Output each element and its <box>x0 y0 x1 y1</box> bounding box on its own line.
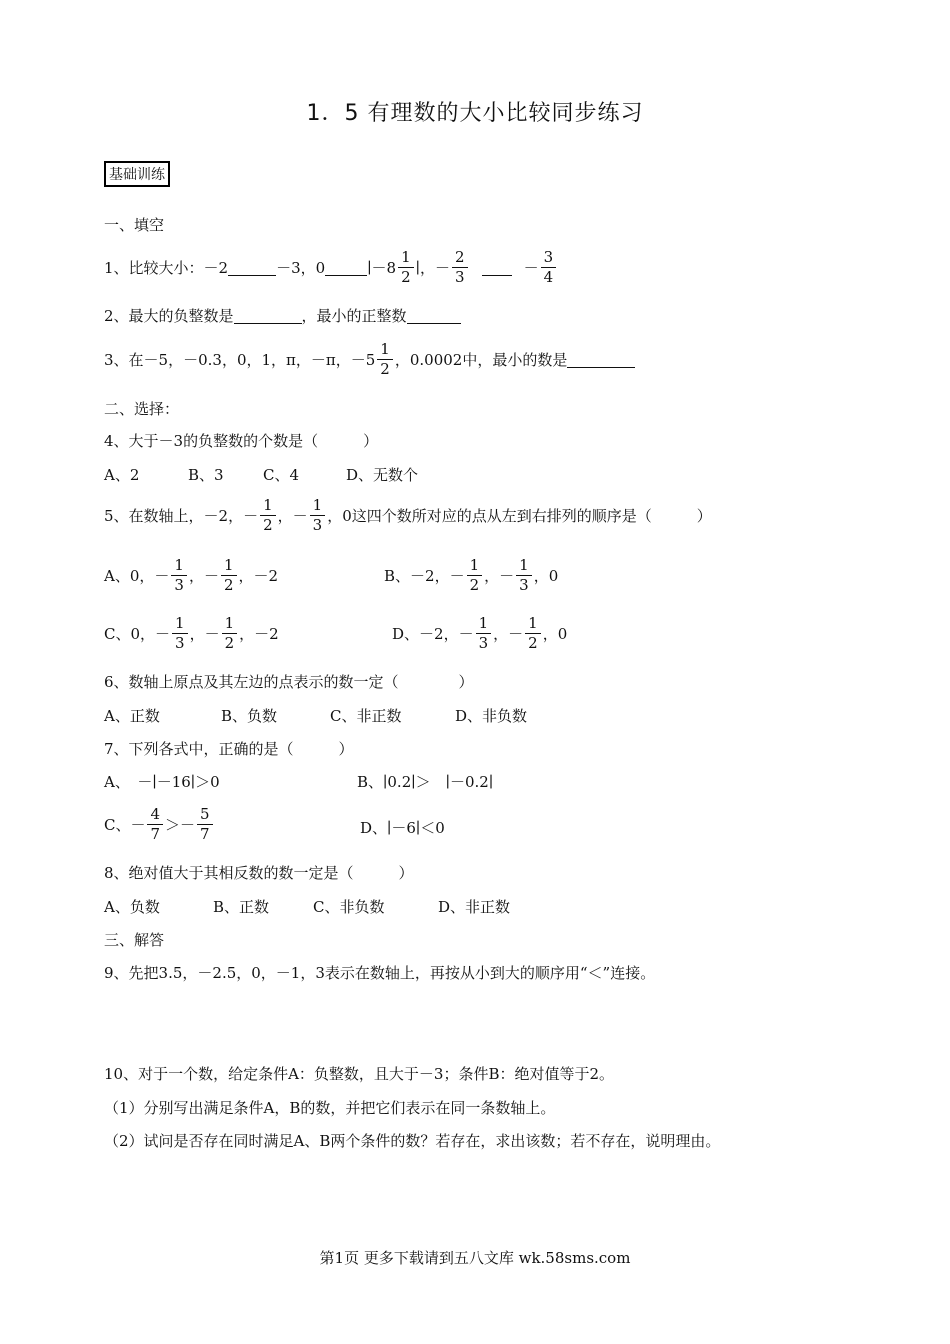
question-9: 9、先把3.5，－2.5，0，－1，3表示在数轴上，再按从小到大的顺序用“＜”连接。 <box>104 964 656 982</box>
option-text: B、－2，－ <box>384 567 465 585</box>
option-text: ，0 <box>533 567 559 585</box>
fraction: $\frac{1}{2}$ <box>377 340 393 379</box>
q5-text-a: 5、在数轴上，－2，－ <box>104 507 259 525</box>
fraction: $\frac{1}{2}$ <box>221 556 237 595</box>
section-badge: 基础训练 <box>104 161 170 187</box>
question-8: 8、绝对值大于其相反数的数一定是（ ） <box>104 864 414 882</box>
option-text: C、－ <box>104 816 146 834</box>
q3-blank[interactable] <box>567 351 635 368</box>
option-text: ＞－ <box>165 816 196 834</box>
q8-option-d[interactable]: D、非正数 <box>438 898 511 916</box>
fraction: $\frac{1}{3}$ <box>516 556 532 595</box>
question-4: 4、大于－3的负整数的个数是（ ） <box>104 432 379 450</box>
q1-text-a: 1、比较大小：－2 <box>104 259 229 277</box>
option-text: A、0，－ <box>104 567 170 585</box>
question-3 <box>104 340 635 379</box>
q7-option-a[interactable]: A、 －∣－16∣＞0 <box>104 773 220 791</box>
q1-blank-3[interactable] <box>482 259 512 276</box>
q1-text-c: ∣－8 <box>367 259 397 277</box>
fraction: $\frac{2}{3}$ <box>452 248 468 287</box>
fraction: $\frac{3}{4}$ <box>541 248 557 287</box>
q3-text-b: ，0.0002中，最小的数是 <box>394 351 568 369</box>
q2-text-b: ，最小的正整数 <box>301 307 407 325</box>
q6-option-a[interactable]: A、正数 <box>104 707 160 725</box>
question-7: 7、下列各式中，正确的是（ ） <box>104 740 354 758</box>
question-6: 6、数轴上原点及其左边的点表示的数一定（ ） <box>104 673 474 691</box>
option-text: ，－2 <box>238 567 279 585</box>
fraction: $\frac{1}{2}$ <box>222 614 238 653</box>
question-10-part-2: （2）试问是否存在同时满足A、B两个条件的数？若存在，求出该数；若不存在，说明理由。 <box>104 1132 721 1150</box>
q1-blank-2[interactable] <box>325 259 367 276</box>
option-text: C、0，－ <box>104 625 171 643</box>
option-text: ，－ <box>484 567 515 585</box>
q7-option-b[interactable]: B、∣0.2∣＞ ∣－0.2∣ <box>357 773 494 791</box>
fraction: $\frac{1}{2}$ <box>398 248 414 287</box>
q4-option-c[interactable]: C、4 <box>263 466 300 484</box>
q6-option-d[interactable]: D、非负数 <box>455 707 528 725</box>
fraction: $\frac{1}{2}$ <box>525 614 541 653</box>
q6-option-b[interactable]: B、负数 <box>221 707 278 725</box>
option-text: ，0 <box>542 625 568 643</box>
fraction: $\frac{1}{2}$ <box>260 496 276 535</box>
q8-option-c[interactable]: C、非负数 <box>313 898 385 916</box>
q7-option-d[interactable]: D、∣－6∣＜0 <box>360 819 445 837</box>
section-heading-choice: 二、选择： <box>104 400 180 418</box>
fraction: $\frac{4}{7}$ <box>147 805 163 844</box>
q5-option-d[interactable] <box>392 614 567 653</box>
fraction: $\frac{1}{3}$ <box>172 614 188 653</box>
q8-option-b[interactable]: B、正数 <box>213 898 270 916</box>
q5-option-a[interactable] <box>104 556 278 595</box>
q7-option-c[interactable] <box>104 805 215 844</box>
question-10-part-1: （1）分别写出满足条件A，B的数，并把它们表示在同一条数轴上。 <box>104 1099 556 1117</box>
question-1 <box>104 248 558 287</box>
fraction: $\frac{1}{2}$ <box>467 556 483 595</box>
option-text: ，－ <box>189 625 220 643</box>
fraction: $\frac{1}{3}$ <box>476 614 492 653</box>
q5-text-b: ，－ <box>277 507 308 525</box>
question-10: 10、对于一个数，给定条件A：负整数，且大于－3；条件B：绝对值等于2。 <box>104 1065 615 1083</box>
fraction: $\frac{5}{7}$ <box>197 805 213 844</box>
q5-option-c[interactable] <box>104 614 279 653</box>
option-text: ，－ <box>493 625 524 643</box>
q1-text-e: － <box>523 259 539 277</box>
q2-text-a: 2、最大的负整数是 <box>104 307 234 325</box>
section-heading-answer: 三、解答 <box>104 931 165 949</box>
q5-text-c: ，0这四个数所对应的点从左到右排列的顺序是（ ） <box>327 507 712 525</box>
q4-option-a[interactable]: A、2 <box>104 466 140 484</box>
q1-blank-1[interactable] <box>228 259 276 276</box>
question-2 <box>104 305 461 326</box>
q8-option-a[interactable]: A、负数 <box>104 898 160 916</box>
section-heading-fill: 一、填空 <box>104 216 165 234</box>
page-title: 1．5 有理数的大小比较同步练习 <box>306 101 644 126</box>
q5-option-b[interactable] <box>384 556 558 595</box>
option-text: ，－2 <box>239 625 279 643</box>
question-5 <box>104 496 712 535</box>
q1-text-b: －3，0 <box>276 259 326 277</box>
q2-blank-2[interactable] <box>407 307 461 324</box>
option-text: ，－ <box>188 567 219 585</box>
fraction: $\frac{1}{3}$ <box>171 556 187 595</box>
q4-option-b[interactable]: B、3 <box>188 466 224 484</box>
page-footer: 第1页 更多下载请到五八文库 wk.58sms.com <box>319 1249 631 1267</box>
option-text: D、－2，－ <box>392 625 474 643</box>
fraction: $\frac{1}{3}$ <box>310 496 326 535</box>
q6-option-c[interactable]: C、非正数 <box>330 707 402 725</box>
q2-blank-1[interactable] <box>234 307 302 324</box>
q1-text-d: ∣，－ <box>415 259 451 277</box>
q3-text-a: 3、在－5，－0.3，0，1，π，－π，－5 <box>104 351 376 369</box>
q4-option-d[interactable]: D、无数个 <box>346 466 419 484</box>
